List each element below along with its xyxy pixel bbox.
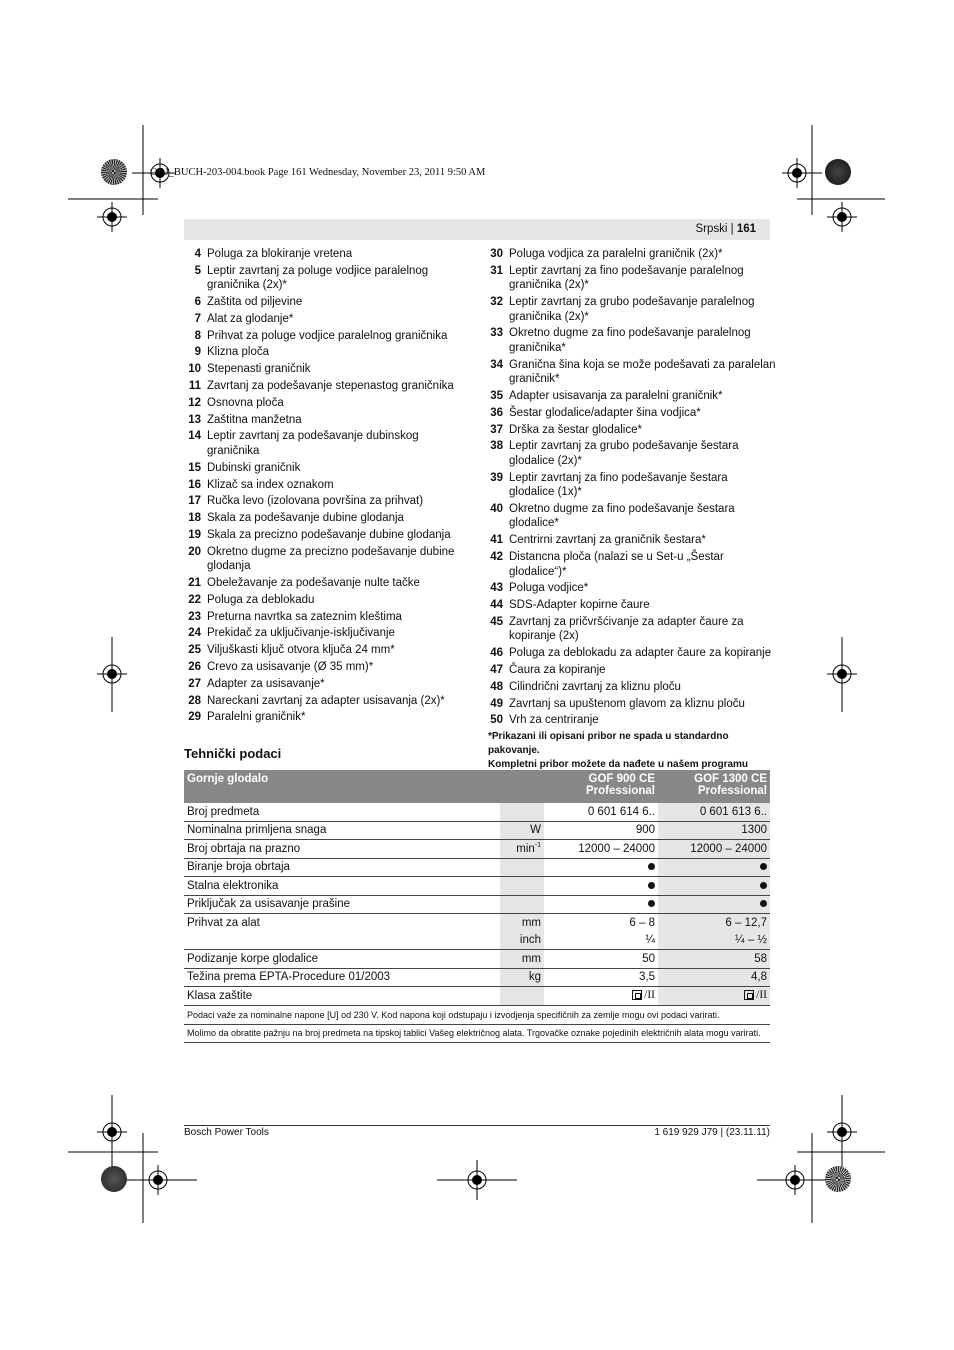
item-number: 50 — [490, 714, 503, 727]
spec-table — [184, 770, 770, 1043]
item-text: Poluga vodjica za paralelni graničnik (2x)* — [509, 248, 723, 260]
item-number: 21 — [188, 577, 201, 590]
item-text: Adapter za usisavanje* — [207, 677, 325, 690]
item-number: 46 — [490, 647, 503, 660]
spec-value-gof1300: 6 – 12,7 — [658, 914, 770, 932]
item-number: 33 — [490, 327, 503, 340]
list-item — [486, 502, 776, 531]
registration-target-icon — [827, 1117, 857, 1147]
list-item — [486, 615, 776, 644]
spec-label — [184, 932, 500, 950]
list-item — [486, 358, 776, 387]
item-text: Skala za podešavanje dubine glodanja — [207, 512, 404, 525]
list-item — [486, 680, 776, 695]
spec-unit: $\min^{-1}$ — [500, 840, 544, 859]
table-row — [184, 987, 770, 1006]
list-item — [184, 247, 474, 262]
bullet-dot-icon — [648, 863, 655, 870]
item-number: 30 — [490, 248, 503, 260]
spec-value-gof900 — [544, 987, 658, 1006]
spec-value-gof1300: 0 601 613 6.. — [658, 803, 770, 821]
item-number: 14 — [188, 430, 201, 443]
list-item — [184, 593, 474, 608]
spec-unit — [500, 877, 544, 896]
item-text: Leptir zavrtanj za fino podešavanje paralelnog graničnika (2x)* — [509, 264, 744, 292]
table-footnote: Molimo da obratite pažnju na broj predmeta na tipskoj tablici Vašeg električnog alata. Trgovačke oznake pojedinih električnih alata mogu varirati. — [184, 1024, 770, 1043]
spec-value-gof1300: 1300 — [658, 821, 770, 840]
item-text: Distancna ploča (nalazi se u Set-u „Šestar glodalice“)* — [509, 551, 724, 578]
print-slug: OBJ_BUCH-203-004.book Page 161 Wednesday, November 23, 2011 9:50 AM — [150, 167, 486, 178]
list-item — [486, 247, 776, 262]
list-item — [184, 694, 474, 709]
list-item — [184, 677, 474, 692]
item-text: Leptir zavrtanj za grubo podešavanje šestara glodalice (2x)* — [509, 440, 739, 467]
list-item — [184, 396, 474, 411]
item-number: 17 — [188, 495, 201, 508]
item-text: Zavrtanj za podešavanje stepenastog graničnika — [207, 380, 454, 393]
header-separator: | — [730, 223, 734, 235]
list-item — [184, 710, 474, 725]
spec-value-gof900 — [544, 858, 658, 877]
protection-class-icon: /II — [744, 989, 767, 1001]
list-item — [486, 713, 776, 728]
list-item — [184, 264, 474, 293]
spec-value-gof900: 12000 – 24000 — [544, 840, 658, 859]
item-text: Centrirni zavrtanj za graničnik šestara* — [509, 534, 706, 547]
list-item — [184, 362, 474, 377]
spec-unit — [500, 987, 544, 1006]
list-item — [184, 576, 474, 591]
table-note-row — [184, 1024, 770, 1043]
spec-value-gof900: 6 – 8 — [629, 916, 655, 929]
item-text: Zavrtanj sa upuštenom glavom za kliznu ploču — [509, 697, 745, 710]
list-item — [184, 511, 474, 526]
registration-target-icon — [143, 1165, 173, 1195]
accessory-note: *Prikazani ili opisani pribor ne spada u standardno pakovanje. Kompletni pribor možete da nađete u našem programu — [488, 731, 749, 771]
spec-header-col2: GOF 1300 CE Professional — [658, 770, 770, 803]
list-item — [486, 264, 776, 293]
spec-value-gof1300 — [658, 895, 770, 914]
spec-value-gof1300: 58 — [658, 950, 770, 969]
spec-value-gof900: 900 — [544, 821, 658, 840]
item-number: 6 — [194, 296, 201, 309]
item-text: Klizač sa index oznakom — [207, 478, 334, 491]
item-number: 48 — [490, 680, 503, 693]
list-item — [184, 329, 474, 344]
item-number: 41 — [490, 534, 503, 547]
spec-label: Broj obrtaja na prazno — [184, 840, 500, 859]
item-text: Poluga za deblokadu — [207, 593, 315, 606]
item-text: Drška za šestar glodalice* — [509, 423, 642, 436]
registration-target-icon — [782, 158, 812, 188]
footer-rule — [184, 1125, 770, 1126]
list-item — [184, 461, 474, 476]
item-text: Poluga za deblokadu za adapter čaure za kopiranje — [509, 647, 772, 660]
list-item — [184, 610, 474, 625]
bullet-dot-icon — [648, 900, 655, 907]
spec-value-gof1300 — [658, 987, 770, 1006]
item-number: 44 — [490, 599, 503, 612]
list-item — [184, 429, 474, 458]
item-text: Alat za glodanje* — [207, 312, 294, 325]
list-item — [486, 389, 776, 404]
footer-brand: Bosch Power Tools — [184, 1127, 269, 1138]
spec-label: Nominalna primljena snaga — [184, 821, 500, 840]
header-language: Srpski — [695, 223, 728, 235]
item-text: Osnovna ploča — [207, 396, 284, 409]
item-text: Crevo za usisavanje (Ø 35 mm)* — [207, 661, 374, 674]
item-number: 16 — [188, 478, 201, 491]
list-item — [486, 406, 776, 421]
spec-label: Težina prema EPTA-Procedure 01/2003 — [184, 968, 500, 987]
item-text: Leptir zavrtanj za fino podešavanje šestara glodalice (1x)* — [509, 471, 728, 499]
spec-value-gof1300: 12000 – 24000 — [658, 840, 770, 859]
table-row — [184, 803, 770, 821]
item-number: 39 — [490, 471, 503, 484]
spec-label: Podizanje korpe glodalice — [184, 950, 500, 969]
item-number: 31 — [490, 264, 503, 277]
table-footnote: Podaci važe za nominalne napone [U] od 230 V. Kod napona koji odstupaju i izvodjenja specifičnih za zemlje mogu ovi podaci varirati. — [184, 1006, 770, 1025]
spec-unit — [500, 803, 544, 821]
item-text: Preturna navrtka sa zateznim kleštima — [207, 610, 402, 623]
list-item — [184, 478, 474, 493]
page-number: 161 — [736, 223, 756, 235]
list-item — [184, 660, 474, 675]
table-row — [184, 914, 770, 932]
registration-target-icon — [97, 1117, 127, 1147]
bullet-dot-icon — [760, 900, 767, 907]
item-number: 47 — [490, 664, 503, 677]
list-item — [486, 439, 776, 468]
item-number: 9 — [194, 346, 201, 359]
list-item — [184, 643, 474, 658]
item-text: Leptir zavrtanj za grubo podešavanje paralelnog graničnika (2x)* — [509, 296, 755, 323]
spec-value-gof1300 — [658, 877, 770, 896]
table-row — [184, 821, 770, 840]
spec-header-label: Gornje glodalo — [184, 770, 500, 803]
registration-target-icon — [97, 659, 127, 689]
list-item — [184, 379, 474, 394]
spec-value-gof900: 3,5 — [544, 968, 658, 987]
registration-target-icon — [462, 1165, 492, 1195]
item-text: Šestar glodalice/adapter šina vodjica* — [509, 406, 701, 419]
list-item — [184, 413, 474, 428]
list-item — [486, 326, 776, 355]
table-row — [184, 932, 770, 950]
table-note-row — [184, 1006, 770, 1025]
item-number: 4 — [194, 248, 201, 260]
item-text: Poluga vodjice* — [509, 582, 589, 595]
item-text: Zavrtanj za pričvršćivanje za adapter čaure za kopiranje (2x) — [509, 615, 744, 643]
spec-value-gof1300: ¼ – ½ — [658, 932, 770, 950]
item-text: Prihvat za poluge vodjice paralelnog graničnika — [207, 329, 448, 342]
spec-value-gof900 — [544, 877, 658, 896]
item-number: 36 — [490, 406, 503, 419]
spec-label: Biranje broja obrtaja — [184, 858, 500, 877]
spec-value-gof1300 — [658, 858, 770, 877]
page-header — [184, 219, 770, 240]
item-number: 32 — [490, 296, 503, 309]
protection-class-icon: /II — [632, 989, 655, 1001]
item-number: 43 — [490, 582, 503, 595]
item-number: 29 — [188, 711, 201, 724]
list-item — [486, 533, 776, 548]
spec-value-gof1300: 4,8 — [658, 968, 770, 987]
item-text: Cilindrični zavrtanj za kliznu ploču — [509, 680, 681, 693]
item-text: Obeležavanje za podešavanje nulte tačke — [207, 577, 420, 590]
item-number: 22 — [188, 593, 201, 606]
spec-value-gof900: ¼ — [544, 932, 658, 950]
list-item — [486, 550, 776, 579]
spec-label: Klasa zaštite — [187, 990, 253, 1002]
item-text: Okretno dugme za fino podešavanje paralelnog graničnika* — [509, 327, 751, 354]
print-density-disk-icon — [101, 1166, 127, 1192]
item-text: Zaštita od piljevine — [207, 296, 303, 309]
item-number: 7 — [194, 312, 201, 325]
item-text: Dubinski graničnik — [207, 461, 301, 474]
item-text: Okretno dugme za fino podešavanje šestara glodalice* — [509, 502, 735, 530]
item-number: 8 — [194, 329, 201, 342]
print-density-disk-icon — [825, 159, 851, 185]
item-text: Okretno dugme za precizno podešavanje dubine glodanja — [207, 545, 455, 573]
list-item — [486, 295, 776, 324]
item-number: 13 — [188, 413, 201, 426]
item-text: SDS-Adapter kopirne čaure — [509, 599, 650, 612]
item-text: Prekidač za uključivanje-isključivanje — [207, 627, 395, 640]
spec-label: Broj predmeta — [184, 803, 500, 821]
item-text: Paralelni graničnik* — [207, 711, 306, 724]
parts-list-right — [486, 247, 776, 786]
registration-target-icon — [827, 202, 857, 232]
item-number: 27 — [188, 677, 201, 690]
item-text: Ručka levo (izolovana površina za prihvat) — [207, 495, 424, 508]
print-density-disk-icon — [101, 159, 127, 185]
spec-header-col1: GOF 900 CE Professional — [544, 770, 658, 803]
item-number: 5 — [194, 264, 201, 277]
item-text: Klizna ploča — [207, 346, 270, 359]
spec-unit: kg — [500, 968, 544, 987]
bullet-dot-icon — [760, 882, 767, 889]
list-item — [184, 494, 474, 509]
item-text: Poluga za blokiranje vretena — [207, 248, 353, 260]
item-text: Skala za precizno podešavanje dubine glodanja — [207, 528, 451, 541]
table-row — [184, 950, 770, 969]
table-row — [184, 877, 770, 896]
print-density-disk-icon — [825, 1166, 851, 1192]
bullet-dot-icon — [648, 882, 655, 889]
item-text: Granična šina koja se može podešavati za paralelan graničnik* — [509, 358, 776, 386]
table-row — [184, 968, 770, 987]
list-item — [486, 598, 776, 613]
item-number: 37 — [490, 423, 503, 436]
item-number: 34 — [490, 358, 503, 371]
item-text: Nareckani zavrtanj za adapter usisavanja (2x)* — [207, 694, 445, 707]
item-text: Leptir zavrtanj za podešavanje dubinskog graničnika — [207, 430, 419, 457]
registration-target-icon — [827, 659, 857, 689]
list-item — [486, 646, 776, 661]
item-number: 42 — [490, 551, 503, 564]
spec-label: Prihvat za alat — [187, 916, 260, 929]
item-number: 49 — [490, 697, 503, 710]
list-item — [184, 345, 474, 360]
section-title: Tehnički podaci — [184, 746, 282, 761]
spec-unit: W — [500, 821, 544, 840]
list-item — [486, 581, 776, 596]
spec-value-gof900: 0 601 614 6.. — [544, 803, 658, 821]
item-text: Vrh za centriranje — [509, 714, 599, 727]
spec-unit — [500, 895, 544, 914]
spec-value-gof900: 50 — [544, 950, 658, 969]
list-item — [486, 423, 776, 438]
item-text: Stepenasti graničnik — [207, 363, 311, 376]
list-item — [486, 697, 776, 712]
table-row — [184, 858, 770, 877]
registration-target-icon — [780, 1165, 810, 1195]
spec-value-gof900 — [544, 895, 658, 914]
list-item — [184, 312, 474, 327]
list-item — [486, 471, 776, 500]
spec-unit: inch — [500, 932, 544, 950]
table-row — [184, 895, 770, 914]
item-number: 12 — [188, 396, 201, 409]
item-number: 40 — [490, 502, 503, 515]
spec-label: Priključak za usisavanje prašine — [184, 895, 500, 914]
item-text: Viljuškasti ključ otvora ključa 24 mm* — [207, 644, 395, 657]
item-text: Čaura za kopiranje — [509, 664, 606, 677]
list-item — [184, 528, 474, 543]
spec-unit — [500, 858, 544, 877]
item-number: 26 — [188, 661, 201, 674]
spec-unit: mm — [500, 914, 544, 932]
item-number: 18 — [188, 512, 201, 525]
item-number: 10 — [188, 363, 201, 376]
table-row — [184, 840, 770, 859]
list-item — [486, 663, 776, 678]
bullet-dot-icon — [760, 863, 767, 870]
list-item — [184, 545, 474, 574]
item-number: 38 — [490, 440, 503, 453]
registration-target-icon — [97, 202, 127, 232]
item-number: 28 — [188, 694, 201, 707]
footer-doc-id: 1 619 929 J79 | (23.11.11) — [654, 1127, 770, 1138]
spec-label: Stalna elektronika — [184, 877, 500, 896]
item-number: 20 — [188, 545, 201, 558]
item-number: 45 — [490, 615, 503, 628]
item-number: 25 — [188, 644, 201, 657]
list-item — [184, 626, 474, 641]
item-number: 23 — [188, 610, 201, 623]
item-number: 24 — [188, 627, 201, 640]
parts-list-left — [184, 247, 474, 727]
item-text: Adapter usisavanja za paralelni graničnik* — [509, 389, 723, 402]
item-number: 11 — [188, 380, 201, 393]
list-item — [184, 295, 474, 310]
item-number: 15 — [188, 461, 201, 474]
item-text: Leptir zavrtanj za poluge vodjice paralelnog graničnika (2x)* — [207, 264, 429, 292]
item-number: 19 — [188, 528, 201, 541]
item-text: Zaštitna manžetna — [207, 413, 302, 426]
item-number: 35 — [490, 389, 503, 402]
spec-unit: mm — [500, 950, 544, 969]
